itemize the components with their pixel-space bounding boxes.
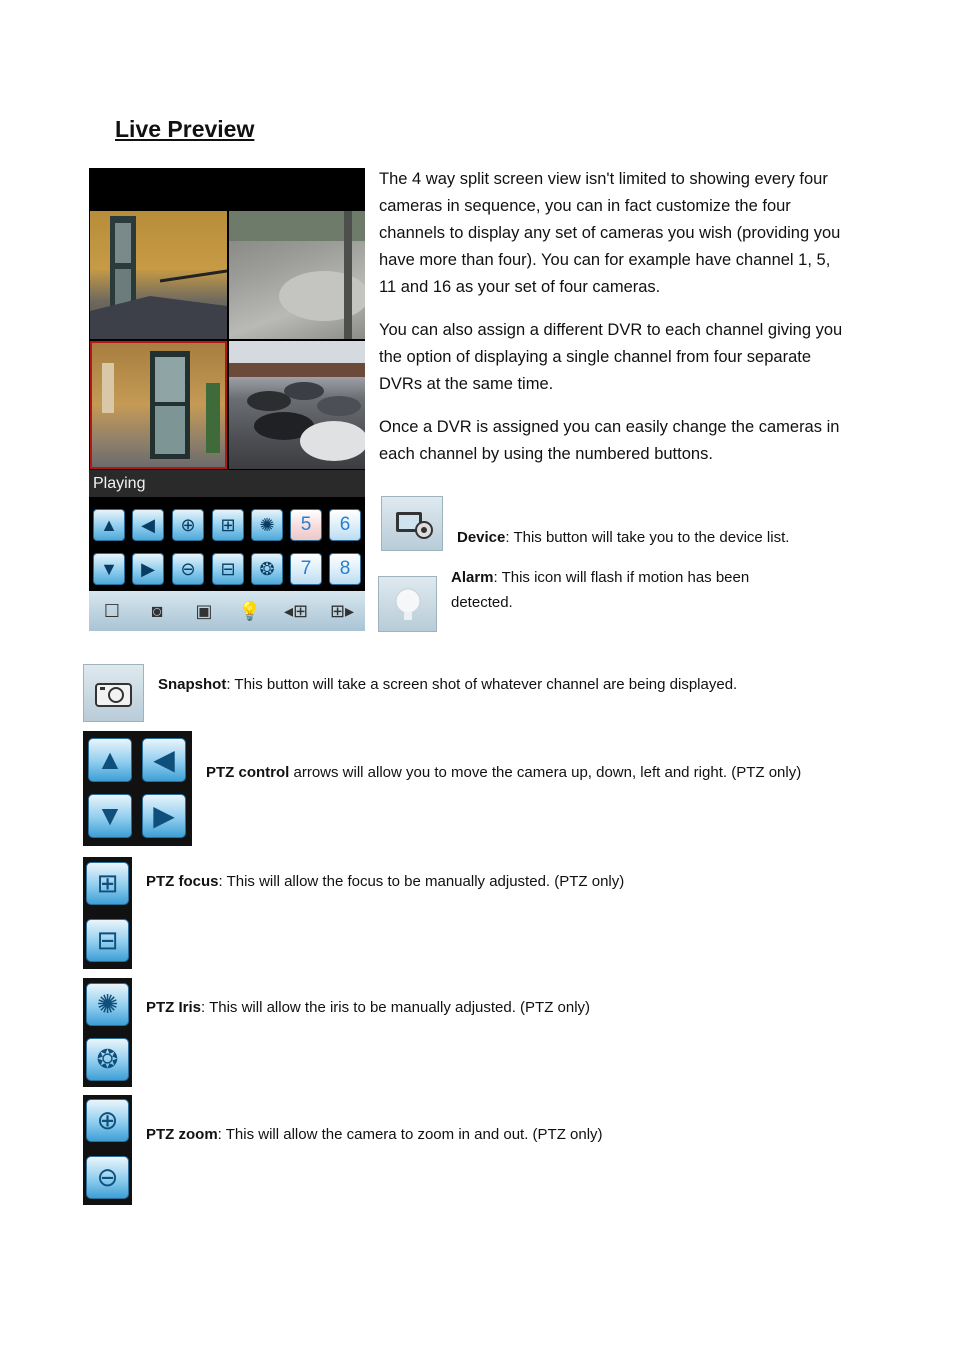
channel-button-6[interactable]: 6 — [329, 509, 361, 541]
screen-top-bar — [89, 168, 365, 210]
zoom-out-icon[interactable]: ⊖ — [172, 553, 204, 585]
iris-close-icon[interactable]: ❂ — [251, 553, 283, 585]
down-arrow-icon: ▼ — [88, 794, 132, 838]
camera-view-2[interactable] — [229, 211, 365, 339]
camera-view-4[interactable] — [229, 341, 365, 469]
camera-view-1[interactable] — [90, 211, 227, 339]
ptz-focus-term: PTZ focus — [146, 873, 219, 890]
up-arrow-icon: ▲ — [88, 738, 132, 782]
ptz-arrows-panel — [83, 731, 192, 846]
checkbox-icon[interactable]: ☐ — [103, 601, 121, 621]
ptz-iris-term: PTZ Iris — [146, 999, 202, 1016]
device-settings-icon[interactable]: ▣ — [195, 601, 213, 621]
alarm-description — [451, 565, 811, 615]
device-text: : This button will take you to the device list. — [505, 529, 790, 546]
channel-button-5[interactable]: 5 — [290, 509, 322, 541]
camera-icon — [83, 664, 144, 722]
iris-open-icon[interactable]: ✺ — [251, 509, 283, 541]
next-layout-icon[interactable]: ⊞▸ — [329, 601, 355, 621]
bottom-toolbar — [89, 591, 365, 631]
focus-far-icon[interactable]: ⊟ — [212, 553, 244, 585]
ptz-focus-description — [146, 869, 826, 894]
intro-paragraph-1: The 4 way split screen view isn't limited to showing every four cameras in sequence, you can in fact customize the four channels to display any set of cameras you wish (providing you have more than four). You can for example have channel 1, 5, 11 and 16 as your set of four cameras. — [379, 170, 841, 296]
device-term: Device — [457, 529, 506, 546]
snapshot-term: Snapshot — [158, 676, 227, 693]
ptz-zoom-panel — [83, 1095, 132, 1205]
focus-far-icon: ⊟ — [86, 919, 129, 962]
camera-icon[interactable]: ◙ — [151, 601, 163, 621]
ptz-zoom-description — [146, 1122, 826, 1147]
ptz-focus-text: : This will allow the focus to be manually adjusted. (PTZ only) — [218, 873, 625, 890]
page-title: Live Preview — [115, 116, 255, 142]
camera-view-3[interactable] — [90, 341, 227, 469]
left-arrow-icon: ◀ — [142, 738, 186, 782]
ptz-focus-panel — [83, 857, 132, 969]
channel-button-7[interactable]: 7 — [290, 553, 322, 585]
device-description — [457, 525, 857, 550]
right-arrow-icon[interactable]: ▶ — [132, 553, 164, 585]
zoom-in-icon[interactable]: ⊕ — [172, 509, 204, 541]
down-arrow-icon[interactable]: ▼ — [93, 553, 125, 585]
ptz-control-term: PTZ control — [206, 764, 290, 781]
iris-open-icon: ✺ — [86, 983, 129, 1026]
zoom-in-icon: ⊕ — [86, 1099, 129, 1142]
alarm-text: : This icon will flash if motion has been detected. — [451, 569, 750, 611]
up-arrow-icon[interactable]: ▲ — [93, 509, 125, 541]
focus-near-icon[interactable]: ⊞ — [212, 509, 244, 541]
iris-close-icon: ❂ — [86, 1038, 129, 1081]
ptz-zoom-term: PTZ zoom — [146, 1126, 218, 1143]
alarm-term: Alarm — [451, 569, 494, 586]
alarm-bulb-icon — [378, 576, 437, 632]
ptz-control-description — [206, 760, 826, 785]
right-arrow-icon: ▶ — [142, 794, 186, 838]
playback-status: Playing — [89, 470, 365, 497]
zoom-out-icon: ⊖ — [86, 1156, 129, 1199]
ptz-zoom-text: : This will allow the camera to zoom in and out. (PTZ only) — [217, 1126, 603, 1143]
device-settings-icon — [381, 496, 443, 551]
ptz-iris-panel — [83, 978, 132, 1087]
channel-button-8[interactable]: 8 — [329, 553, 361, 585]
previous-layout-icon[interactable]: ◂⊞ — [283, 601, 309, 621]
ptz-iris-text: : This will allow the iris to be manually adjusted. (PTZ only) — [201, 999, 591, 1016]
control-row-2 — [89, 547, 365, 591]
ptz-iris-description — [146, 995, 826, 1020]
intro-paragraph-3: Once a DVR is assigned you can easily change the cameras in each channel by using the numbered buttons. — [379, 418, 840, 463]
focus-near-icon: ⊞ — [86, 862, 129, 905]
left-arrow-icon[interactable]: ◀ — [132, 509, 164, 541]
ptz-control-text: arrows will allow you to move the camera up, down, left and right. (PTZ only) — [289, 764, 802, 781]
alarm-bulb-icon[interactable]: 💡 — [238, 601, 262, 621]
app-screenshot — [89, 168, 365, 631]
snapshot-description — [158, 672, 858, 697]
control-row-1 — [89, 503, 365, 547]
snapshot-text: : This button will take a screen shot of whatever channel are being displayed. — [226, 676, 738, 693]
intro-paragraph-2: You can also assign a different DVR to each channel giving you the option of displaying a single channel from four separate DVRs at the same time. — [379, 321, 843, 393]
